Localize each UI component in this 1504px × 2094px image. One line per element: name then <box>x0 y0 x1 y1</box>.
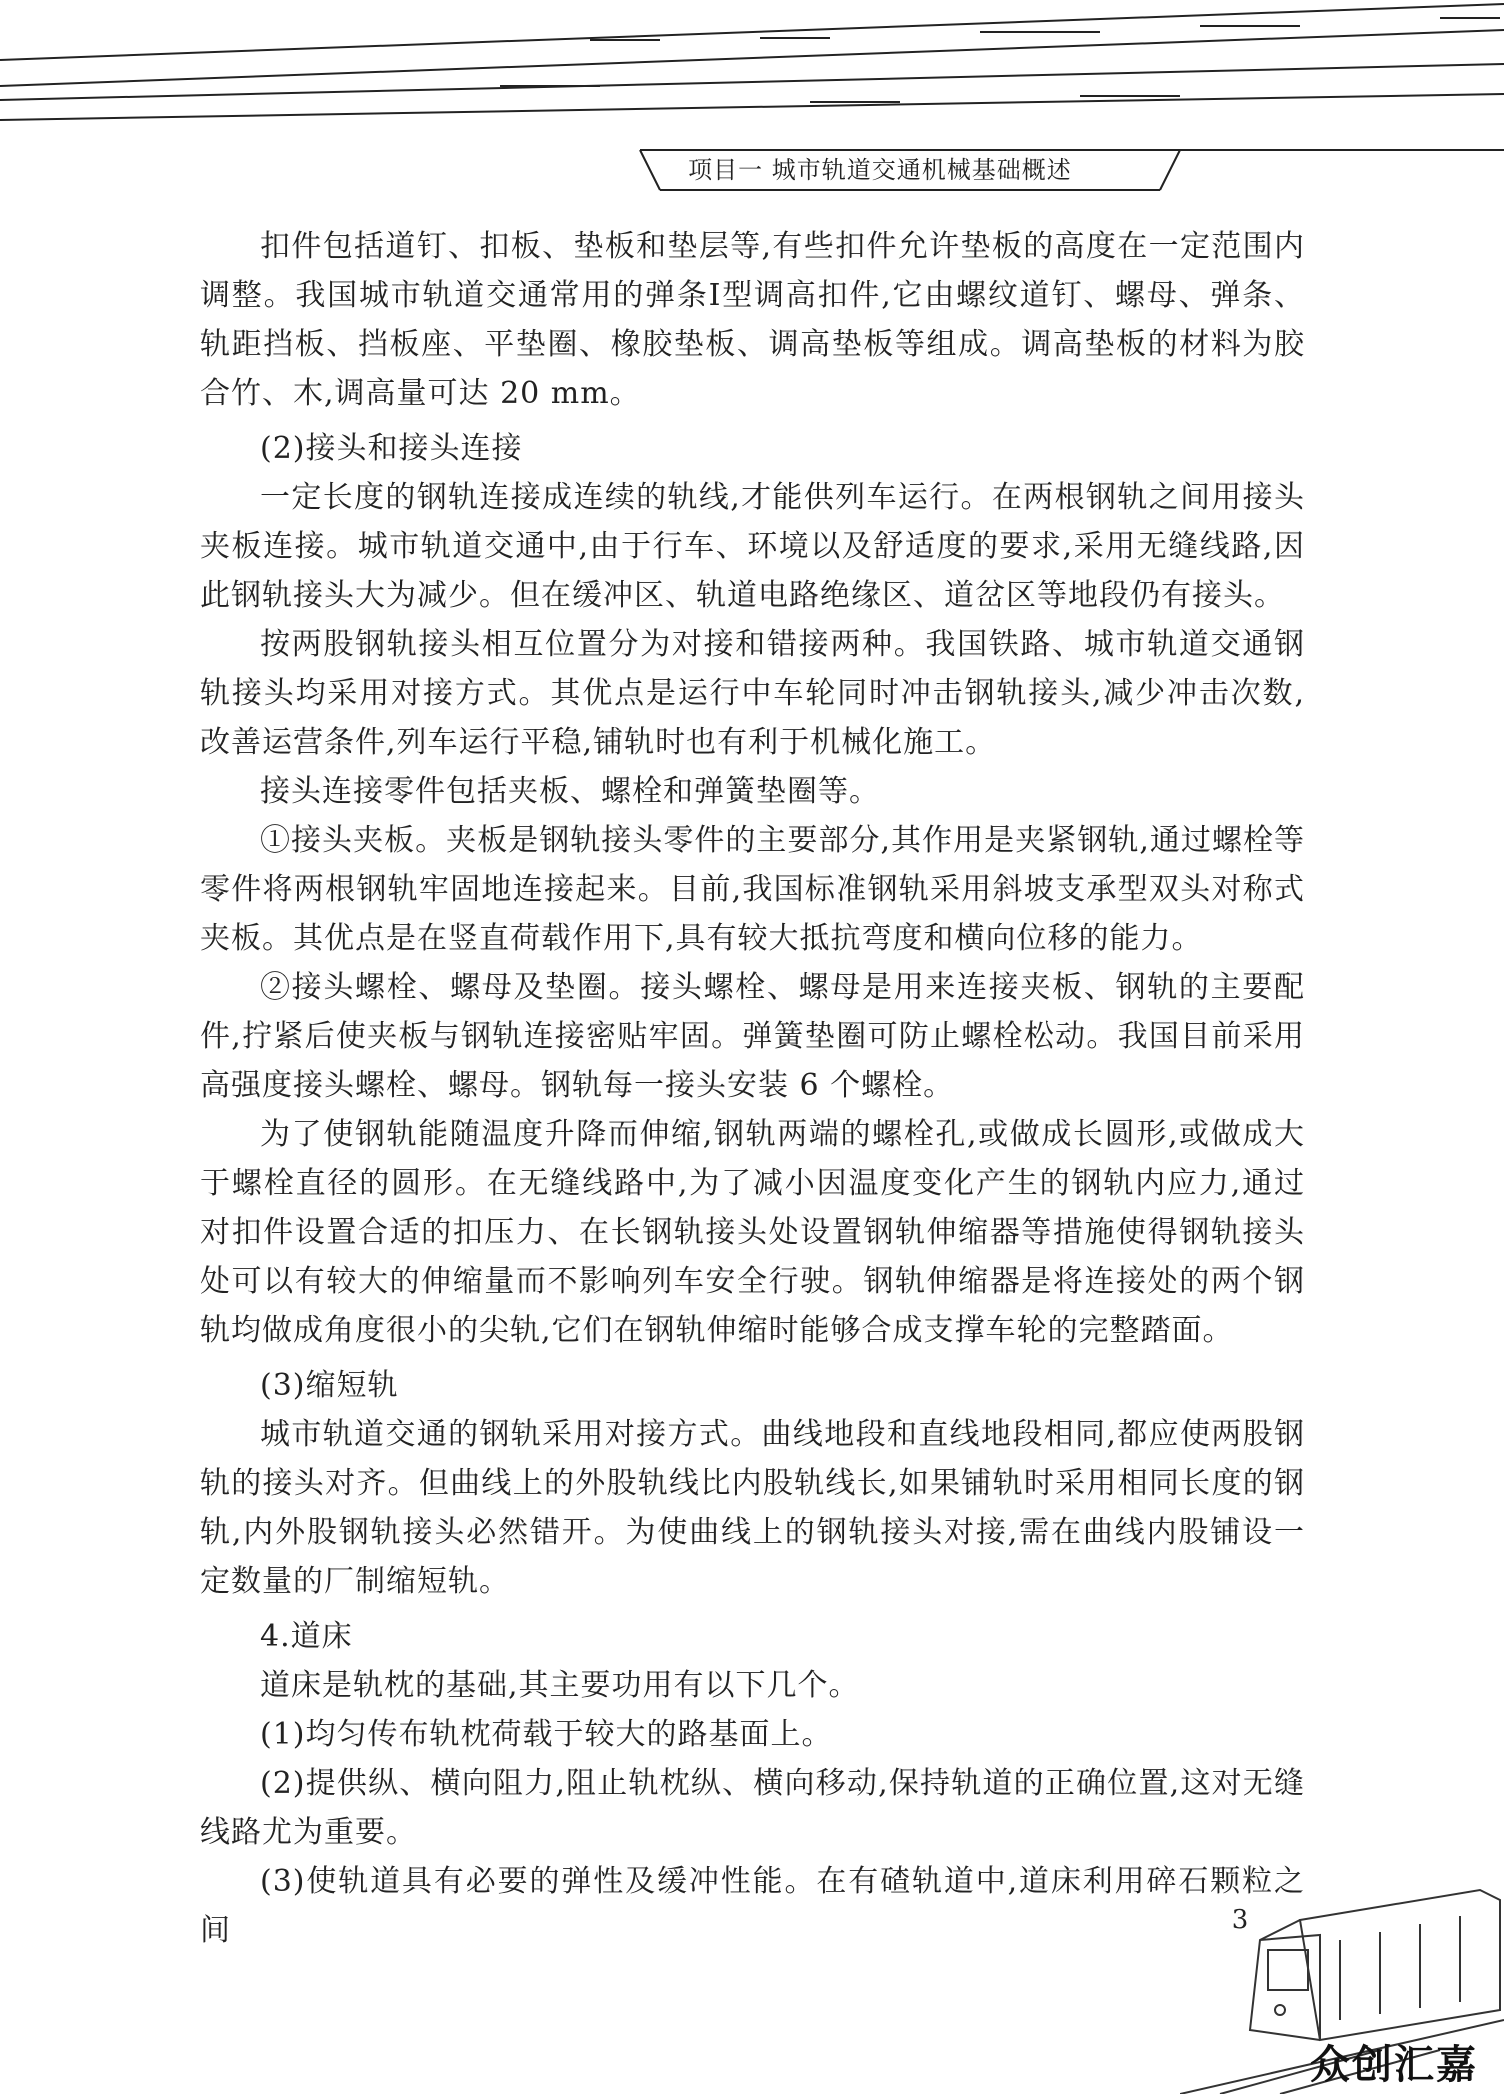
paragraph: 城市轨道交通的钢轨采用对接方式。曲线地段和直线地段相同,都应使两股钢轨的接头对齐。但曲线上的外股轨线比内股轨线长,如果铺轨时采用相同长度的钢轨,内外股钢轨接头必然错开。为使曲线上的钢轨接头对接,需在曲线内股铺设一定数量的厂制缩短轨。 <box>200 1417 1305 1599</box>
list-item: (3)使轨道具有必要的弹性及缓冲性能。在有碴轨道中,道床利用碎石颗粒之间 <box>200 1864 1305 1948</box>
paragraph: ①接头夹板。夹板是钢轨接头零件的主要部分,其作用是夹紧钢轨,通过螺栓等零件将两根钢轨牢固地连接起来。目前,我国标准钢轨采用斜坡支承型双头对称式夹板。其优点是在竖直荷载作用下,具有较大抵抗弯度和横向位移的能力。 <box>200 823 1305 956</box>
subheading: (3)缩短轨 <box>260 1368 399 1403</box>
paragraph: 扣件包括道钉、扣板、垫板和垫层等,有些扣件允许垫板的高度在一定范围内调整。我国城市轨道交通常用的弹条Ⅰ型调高扣件,它由螺纹道钉、螺母、弹条、轨距挡板、挡板座、平垫圈、橡胶垫板、调高垫板等组成。调高垫板的材料为胶合竹、木,调高量可达 20 mm。 <box>200 229 1305 411</box>
list-item: (1)均匀传布轨枕荷载于较大的路基面上。 <box>260 1717 833 1752</box>
paragraph: 一定长度的钢轨连接成连续的轨线,才能供列车运行。在两根钢轨之间用接头夹板连接。城市轨道交通中,由于行车、环境以及舒适度的要求,采用无缝线路,因此钢轨接头大为减少。但在缓冲区、轨道电路绝缘区、道岔区等地段仍有接头。 <box>200 480 1305 613</box>
paragraph: ②接头螺栓、螺母及垫圈。接头螺栓、螺母是用来连接夹板、钢轨的主要配件,拧紧后使夹板与钢轨连接密贴牢固。弹簧垫圈可防止螺栓松动。我国目前采用高强度接头螺栓、螺母。钢轨每一接头安装 6 个螺栓。 <box>200 970 1305 1103</box>
paragraph: 为了使钢轨能随温度升降而伸缩,钢轨两端的螺栓孔,或做成长圆形,或做成大于螺栓直径的圆形。在无缝线路中,为了减小因温度变化产生的钢轨内应力,通过对扣件设置合适的扣压力、在长钢轨接头处设置钢轨伸缩器等措施使得钢轨接头处可以有较大的伸缩量而不影响列车安全行驶。钢轨伸缩器是将连接处的两个钢轨均做成角度很小的尖轨,它们在钢轨伸缩时能够合成支撑车轮的完整踏面。 <box>200 1117 1305 1348</box>
page-number: 3 <box>1231 1905 1249 1935</box>
header-title: 项目一 城市轨道交通机械基础概述 <box>688 156 1072 184</box>
body-text <box>200 222 1305 1955</box>
list-item: (2)提供纵、横向阻力,阻止轨枕纵、横向移动,保持轨道的正确位置,这对无缝线路尤为重要。 <box>200 1766 1305 1850</box>
section-heading: 4.道床 <box>260 1619 353 1654</box>
paragraph: 按两股钢轨接头相互位置分为对接和错接两种。我国铁路、城市轨道交通钢轨接头均采用对接方式。其优点是运行中车轮同时冲击钢轨接头,减少冲击次数,改善运营条件,列车运行平稳,铺轨时也有利于机械化施工。 <box>200 627 1305 760</box>
paragraph: 接头连接零件包括夹板、螺栓和弹簧垫圈等。 <box>260 774 880 809</box>
watermark: 众创汇嘉 <box>1310 2042 1478 2088</box>
paragraph: 道床是轨枕的基础,其主要功用有以下几个。 <box>260 1668 860 1703</box>
subheading: (2)接头和接头连接 <box>260 431 523 466</box>
